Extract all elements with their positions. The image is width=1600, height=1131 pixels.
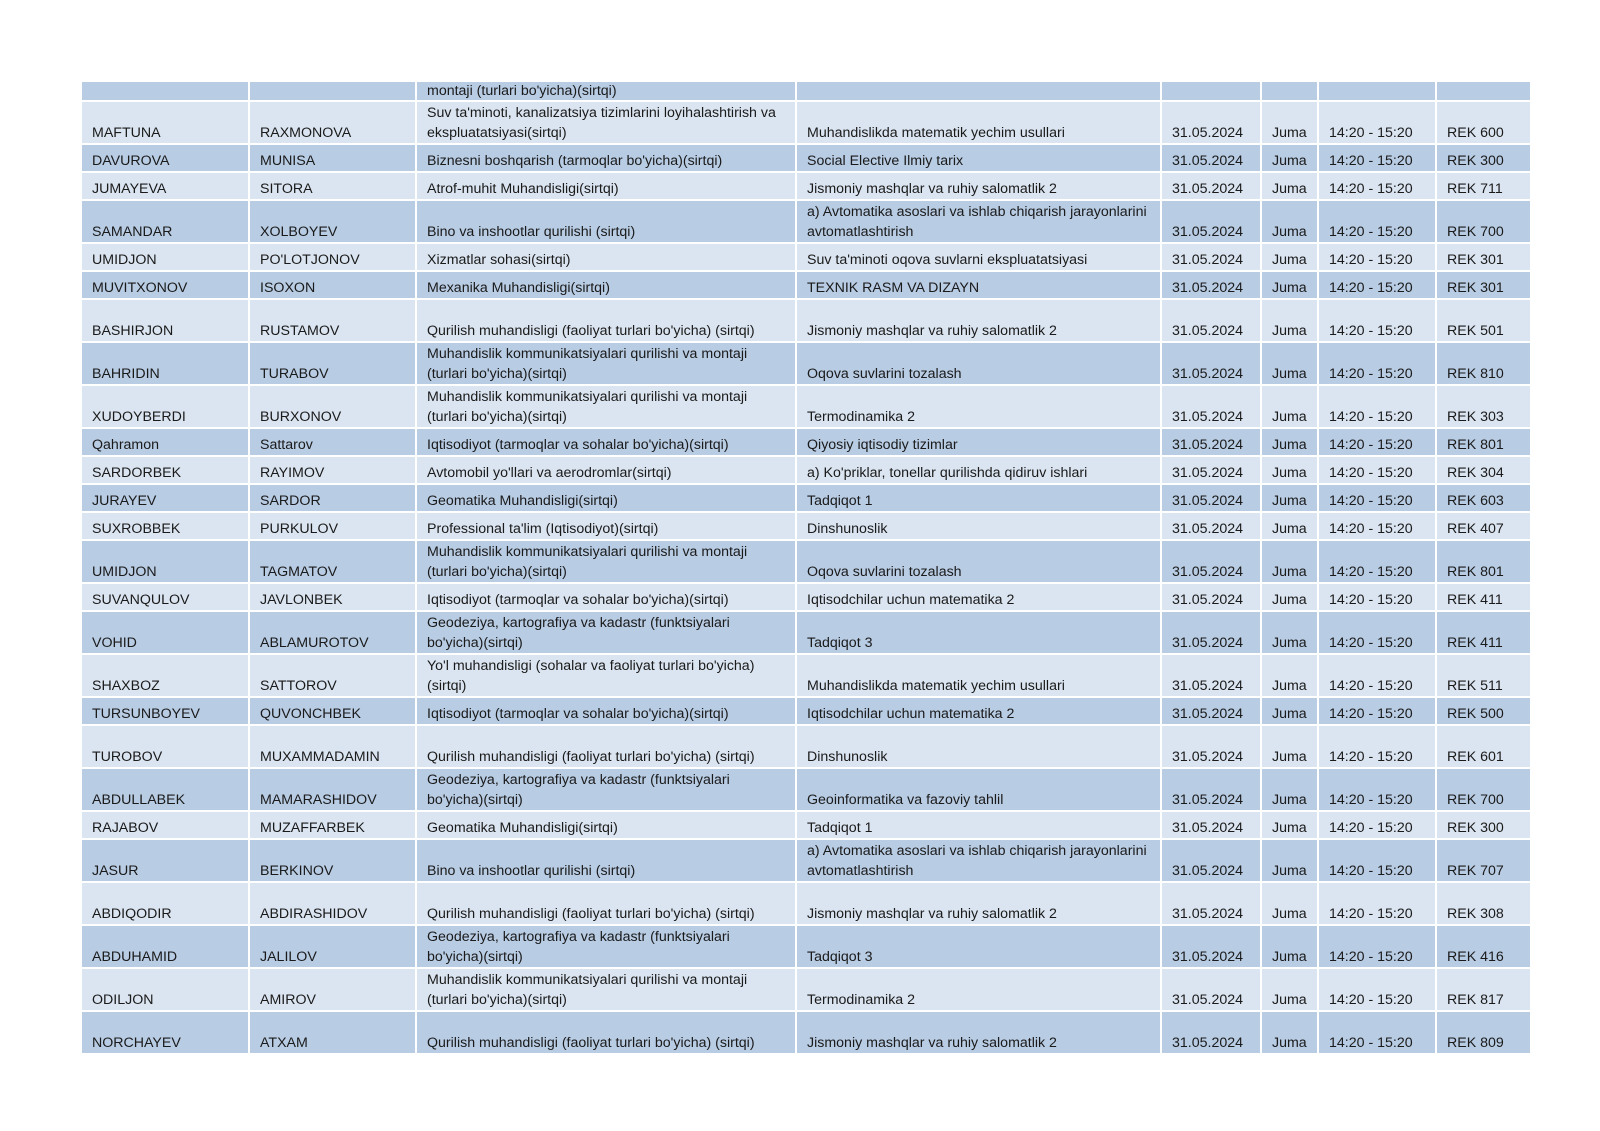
cell-room: REK 600 — [1436, 101, 1530, 144]
cell-last-name: PURKULOV — [249, 512, 416, 540]
cell-subject: Qiyosiy iqtisodiy tizimlar — [796, 428, 1161, 456]
cell-program: Yo'l muhandisligi (sohalar va faoliyat turlari bo'yicha)(sirtqi) — [416, 654, 796, 697]
cell-day: Juma — [1261, 456, 1318, 484]
table-row — [82, 725, 1530, 768]
cell-program: Bino va inshootlar qurilishi (sirtqi) — [416, 839, 796, 882]
cell-room: REK 810 — [1436, 342, 1530, 385]
cell-time: 14:20 - 15:20 — [1318, 768, 1436, 811]
cell-first-name: SUXROBBEK — [82, 512, 249, 540]
cell-date: 31.05.2024 — [1161, 968, 1261, 1011]
cell-program: Qurilish muhandisligi (faoliyat turlari bo'yicha) (sirtqi) — [416, 882, 796, 925]
cell-day: Juma — [1261, 484, 1318, 512]
cell-room: REK 700 — [1436, 200, 1530, 243]
cell-subject: Muhandislikda matematik yechim usullari — [796, 654, 1161, 697]
cell-program: Qurilish muhandisligi (faoliyat turlari bo'yicha) (sirtqi) — [416, 299, 796, 342]
cell-program: Mexanika Muhandisligi(sirtqi) — [416, 271, 796, 299]
table-row — [82, 144, 1530, 172]
exam-schedule-table — [82, 82, 1530, 1055]
cell-room: REK 700 — [1436, 768, 1530, 811]
cell-room: REK 511 — [1436, 654, 1530, 697]
cell-date: 31.05.2024 — [1161, 768, 1261, 811]
cell-time: 14:20 - 15:20 — [1318, 583, 1436, 611]
cell-last-name: TURABOV — [249, 342, 416, 385]
table-row — [82, 839, 1530, 882]
cell-room: REK 300 — [1436, 144, 1530, 172]
cell-program: Iqtisodiyot (tarmoqlar va sohalar bo'yicha)(sirtqi) — [416, 583, 796, 611]
cell-time: 14:20 - 15:20 — [1318, 385, 1436, 428]
cell-room: REK 801 — [1436, 540, 1530, 583]
cell-day: Juma — [1261, 583, 1318, 611]
cell-date: 31.05.2024 — [1161, 144, 1261, 172]
cell-last-name: BERKINOV — [249, 839, 416, 882]
cell-date: 31.05.2024 — [1161, 299, 1261, 342]
cell-date: 31.05.2024 — [1161, 243, 1261, 271]
cell-subject: a) Avtomatika asoslari va ishlab chiqarish jarayonlarini avtomatlashtirish — [796, 200, 1161, 243]
cell-subject: Tadqiqot 1 — [796, 484, 1161, 512]
cell-subject — [796, 82, 1161, 101]
cell-day: Juma — [1261, 385, 1318, 428]
cell-day: Juma — [1261, 540, 1318, 583]
cell-time: 14:20 - 15:20 — [1318, 243, 1436, 271]
cell-time: 14:20 - 15:20 — [1318, 512, 1436, 540]
cell-last-name: MUZAFFARBEK — [249, 811, 416, 839]
cell-subject: a) Avtomatika asoslari va ishlab chiqarish jarayonlarini avtomatlashtirish — [796, 839, 1161, 882]
cell-day: Juma — [1261, 243, 1318, 271]
cell-date: 31.05.2024 — [1161, 583, 1261, 611]
cell-program: Iqtisodiyot (tarmoqlar va sohalar bo'yicha)(sirtqi) — [416, 697, 796, 725]
cell-date: 31.05.2024 — [1161, 512, 1261, 540]
cell-subject: Jismoniy mashqlar va ruhiy salomatlik 2 — [796, 882, 1161, 925]
table-row — [82, 925, 1530, 968]
cell-program: Iqtisodiyot (tarmoqlar va sohalar bo'yicha)(sirtqi) — [416, 428, 796, 456]
table-row — [82, 271, 1530, 299]
cell-program: Atrof-muhit Muhandisligi(sirtqi) — [416, 172, 796, 200]
cell-day: Juma — [1261, 342, 1318, 385]
cell-day: Juma — [1261, 697, 1318, 725]
cell-program: Geodeziya, kartografiya va kadastr (funktsiyalari bo'yicha)(sirtqi) — [416, 925, 796, 968]
cell-time: 14:20 - 15:20 — [1318, 484, 1436, 512]
cell-date: 31.05.2024 — [1161, 101, 1261, 144]
cell-time: 14:20 - 15:20 — [1318, 456, 1436, 484]
table-row — [82, 697, 1530, 725]
cell-subject: Iqtisodchilar uchun matematika 2 — [796, 583, 1161, 611]
cell-room: REK 407 — [1436, 512, 1530, 540]
cell-first-name: UMIDJON — [82, 540, 249, 583]
cell-subject: Social Elective Ilmiy tarix — [796, 144, 1161, 172]
cell-room: REK 411 — [1436, 611, 1530, 654]
cell-time: 14:20 - 15:20 — [1318, 271, 1436, 299]
cell-room: REK 300 — [1436, 811, 1530, 839]
cell-room — [1436, 82, 1530, 101]
cell-last-name: MUXAMMADAMIN — [249, 725, 416, 768]
cell-program: Muhandislik kommunikatsiyalari qurilishi va montaji (turlari bo'yicha)(sirtqi) — [416, 385, 796, 428]
cell-program: Bino va inshootlar qurilishi (sirtqi) — [416, 200, 796, 243]
cell-day: Juma — [1261, 768, 1318, 811]
cell-first-name: JURAYEV — [82, 484, 249, 512]
cell-program: Muhandislik kommunikatsiyalari qurilishi va montaji (turlari bo'yicha)(sirtqi) — [416, 968, 796, 1011]
cell-first-name: ABDUHAMID — [82, 925, 249, 968]
cell-day: Juma — [1261, 144, 1318, 172]
cell-room: REK 801 — [1436, 428, 1530, 456]
cell-date: 31.05.2024 — [1161, 540, 1261, 583]
cell-date: 31.05.2024 — [1161, 271, 1261, 299]
cell-first-name: VOHID — [82, 611, 249, 654]
cell-subject: Oqova suvlarini tozalash — [796, 342, 1161, 385]
cell-date: 31.05.2024 — [1161, 925, 1261, 968]
cell-date: 31.05.2024 — [1161, 697, 1261, 725]
cell-time: 14:20 - 15:20 — [1318, 839, 1436, 882]
cell-time: 14:20 - 15:20 — [1318, 611, 1436, 654]
cell-first-name: BASHIRJON — [82, 299, 249, 342]
cell-first-name: ODILJON — [82, 968, 249, 1011]
cell-program: Suv ta'minoti, kanalizatsiya tizimlarini loyihalashtirish va ekspluatatsiyasi(sirtqi) — [416, 101, 796, 144]
cell-last-name: PO'LOTJONOV — [249, 243, 416, 271]
cell-room: REK 817 — [1436, 968, 1530, 1011]
cell-date: 31.05.2024 — [1161, 882, 1261, 925]
cell-time: 14:20 - 15:20 — [1318, 654, 1436, 697]
cell-date: 31.05.2024 — [1161, 839, 1261, 882]
cell-subject: Jismoniy mashqlar va ruhiy salomatlik 2 — [796, 172, 1161, 200]
cell-day: Juma — [1261, 611, 1318, 654]
table-row — [82, 611, 1530, 654]
cell-subject: Dinshunoslik — [796, 512, 1161, 540]
cell-last-name: XOLBOYEV — [249, 200, 416, 243]
cell-room: REK 301 — [1436, 243, 1530, 271]
cell-last-name: RAXMONOVA — [249, 101, 416, 144]
cell-subject: Termodinamika 2 — [796, 968, 1161, 1011]
cell-day: Juma — [1261, 428, 1318, 456]
cell-date: 31.05.2024 — [1161, 811, 1261, 839]
cell-room: REK 411 — [1436, 583, 1530, 611]
cell-program: montaji (turlari bo'yicha)(sirtqi) — [416, 82, 796, 101]
cell-room: REK 501 — [1436, 299, 1530, 342]
cell-day: Juma — [1261, 725, 1318, 768]
cell-subject: Jismoniy mashqlar va ruhiy salomatlik 2 — [796, 299, 1161, 342]
cell-last-name: ABLAMUROTOV — [249, 611, 416, 654]
cell-subject: Oqova suvlarini tozalash — [796, 540, 1161, 583]
cell-day: Juma — [1261, 299, 1318, 342]
cell-last-name: JAVLONBEK — [249, 583, 416, 611]
cell-first-name: XUDOYBERDI — [82, 385, 249, 428]
cell-last-name: ATXAM — [249, 1011, 416, 1054]
cell-room: REK 603 — [1436, 484, 1530, 512]
table-row — [82, 172, 1530, 200]
cell-last-name: RAYIMOV — [249, 456, 416, 484]
cell-program: Qurilish muhandisligi (faoliyat turlari bo'yicha) (sirtqi) — [416, 1011, 796, 1054]
cell-subject: Tadqiqot 3 — [796, 925, 1161, 968]
cell-day: Juma — [1261, 512, 1318, 540]
cell-program: Geodeziya, kartografiya va kadastr (funktsiyalari bo'yicha)(sirtqi) — [416, 611, 796, 654]
cell-time: 14:20 - 15:20 — [1318, 200, 1436, 243]
cell-subject: Tadqiqot 1 — [796, 811, 1161, 839]
cell-last-name: RUSTAMOV — [249, 299, 416, 342]
cell-last-name: SATTOROV — [249, 654, 416, 697]
cell-program: Muhandislik kommunikatsiyalari qurilishi va montaji (turlari bo'yicha)(sirtqi) — [416, 342, 796, 385]
table-row — [82, 342, 1530, 385]
cell-first-name: MAFTUNA — [82, 101, 249, 144]
cell-program: Geomatika Muhandisligi(sirtqi) — [416, 811, 796, 839]
cell-room: REK 707 — [1436, 839, 1530, 882]
table-row — [82, 654, 1530, 697]
schedule-page — [82, 82, 1530, 1055]
cell-first-name: SARDORBEK — [82, 456, 249, 484]
cell-last-name: TAGMATOV — [249, 540, 416, 583]
cell-day: Juma — [1261, 654, 1318, 697]
table-row — [82, 484, 1530, 512]
cell-day — [1261, 82, 1318, 101]
cell-program: Professional ta'lim (Iqtisodiyot)(sirtqi) — [416, 512, 796, 540]
cell-room: REK 500 — [1436, 697, 1530, 725]
cell-subject: Termodinamika 2 — [796, 385, 1161, 428]
cell-room: REK 308 — [1436, 882, 1530, 925]
cell-program: Muhandislik kommunikatsiyalari qurilishi va montaji (turlari bo'yicha)(sirtqi) — [416, 540, 796, 583]
cell-date: 31.05.2024 — [1161, 484, 1261, 512]
cell-time: 14:20 - 15:20 — [1318, 968, 1436, 1011]
cell-first-name: RAJABOV — [82, 811, 249, 839]
table-row — [82, 1011, 1530, 1054]
cell-last-name: SARDOR — [249, 484, 416, 512]
cell-time: 14:20 - 15:20 — [1318, 342, 1436, 385]
cell-time — [1318, 82, 1436, 101]
cell-date: 31.05.2024 — [1161, 428, 1261, 456]
cell-subject: TEXNIK RASM VA DIZAYN — [796, 271, 1161, 299]
cell-date: 31.05.2024 — [1161, 342, 1261, 385]
cell-first-name: SAMANDAR — [82, 200, 249, 243]
cell-day: Juma — [1261, 200, 1318, 243]
table-row — [82, 512, 1530, 540]
cell-day: Juma — [1261, 811, 1318, 839]
cell-program: Avtomobil yo'llari va aerodromlar(sirtqi) — [416, 456, 796, 484]
cell-day: Juma — [1261, 271, 1318, 299]
cell-program: Geomatika Muhandisligi(sirtqi) — [416, 484, 796, 512]
cell-program: Biznesni boshqarish (tarmoqlar bo'yicha)(sirtqi) — [416, 144, 796, 172]
cell-date: 31.05.2024 — [1161, 385, 1261, 428]
table-row — [82, 299, 1530, 342]
cell-first-name: SUVANQULOV — [82, 583, 249, 611]
cell-room: REK 304 — [1436, 456, 1530, 484]
table-row — [82, 243, 1530, 271]
cell-time: 14:20 - 15:20 — [1318, 811, 1436, 839]
cell-first-name: ABDIQODIR — [82, 882, 249, 925]
cell-time: 14:20 - 15:20 — [1318, 925, 1436, 968]
cell-room: REK 416 — [1436, 925, 1530, 968]
cell-time: 14:20 - 15:20 — [1318, 1011, 1436, 1054]
cell-day: Juma — [1261, 1011, 1318, 1054]
cell-last-name: ABDIRASHIDOV — [249, 882, 416, 925]
cell-time: 14:20 - 15:20 — [1318, 172, 1436, 200]
table-row — [82, 456, 1530, 484]
cell-day: Juma — [1261, 839, 1318, 882]
cell-first-name: UMIDJON — [82, 243, 249, 271]
cell-first-name: ABDULLABEK — [82, 768, 249, 811]
cell-first-name: JUMAYEVA — [82, 172, 249, 200]
cell-first-name: TUROBOV — [82, 725, 249, 768]
cell-last-name: MUNISA — [249, 144, 416, 172]
table-row — [82, 385, 1530, 428]
cell-time: 14:20 - 15:20 — [1318, 144, 1436, 172]
table-row — [82, 768, 1530, 811]
cell-time: 14:20 - 15:20 — [1318, 725, 1436, 768]
table-row — [82, 968, 1530, 1011]
cell-last-name: Sattarov — [249, 428, 416, 456]
cell-subject: Iqtisodchilar uchun matematika 2 — [796, 697, 1161, 725]
cell-first-name: Qahramon — [82, 428, 249, 456]
cell-subject: Jismoniy mashqlar va ruhiy salomatlik 2 — [796, 1011, 1161, 1054]
cell-time: 14:20 - 15:20 — [1318, 882, 1436, 925]
cell-first-name: DAVUROVA — [82, 144, 249, 172]
cell-day: Juma — [1261, 925, 1318, 968]
cell-date: 31.05.2024 — [1161, 725, 1261, 768]
cell-day: Juma — [1261, 172, 1318, 200]
cell-room: REK 601 — [1436, 725, 1530, 768]
cell-time: 14:20 - 15:20 — [1318, 697, 1436, 725]
table-row — [82, 583, 1530, 611]
cell-subject: Dinshunoslik — [796, 725, 1161, 768]
cell-last-name: ISOXON — [249, 271, 416, 299]
cell-date: 31.05.2024 — [1161, 654, 1261, 697]
cell-last-name: SITORA — [249, 172, 416, 200]
cell-time: 14:20 - 15:20 — [1318, 540, 1436, 583]
cell-room: REK 809 — [1436, 1011, 1530, 1054]
cell-day: Juma — [1261, 968, 1318, 1011]
cell-first-name: MUVITXONOV — [82, 271, 249, 299]
cell-subject: Suv ta'minoti oqova suvlarni ekspluatatsiyasi — [796, 243, 1161, 271]
cell-time: 14:20 - 15:20 — [1318, 428, 1436, 456]
cell-first-name: JASUR — [82, 839, 249, 882]
cell-subject: Tadqiqot 3 — [796, 611, 1161, 654]
cell-date: 31.05.2024 — [1161, 611, 1261, 654]
cell-day: Juma — [1261, 882, 1318, 925]
cell-program: Qurilish muhandisligi (faoliyat turlari bo'yicha) (sirtqi) — [416, 725, 796, 768]
cell-last-name: QUVONCHBEK — [249, 697, 416, 725]
cell-date: 31.05.2024 — [1161, 200, 1261, 243]
cell-last-name: JALILOV — [249, 925, 416, 968]
cell-first-name: NORCHAYEV — [82, 1011, 249, 1054]
table-row — [82, 200, 1530, 243]
table-row — [82, 540, 1530, 583]
cell-day: Juma — [1261, 101, 1318, 144]
table-body — [82, 82, 1530, 1054]
cell-last-name: MAMARASHIDOV — [249, 768, 416, 811]
cell-date: 31.05.2024 — [1161, 1011, 1261, 1054]
cell-first-name: BAHRIDIN — [82, 342, 249, 385]
cell-room: REK 303 — [1436, 385, 1530, 428]
table-row-continued — [82, 82, 1530, 101]
cell-room: REK 301 — [1436, 271, 1530, 299]
table-row — [82, 882, 1530, 925]
cell-subject: Muhandislikda matematik yechim usullari — [796, 101, 1161, 144]
cell-first-name — [82, 82, 249, 101]
cell-program: Geodeziya, kartografiya va kadastr (funktsiyalari bo'yicha)(sirtqi) — [416, 768, 796, 811]
cell-program: Xizmatlar sohasi(sirtqi) — [416, 243, 796, 271]
cell-last-name — [249, 82, 416, 101]
cell-date: 31.05.2024 — [1161, 172, 1261, 200]
table-row — [82, 101, 1530, 144]
cell-date — [1161, 82, 1261, 101]
cell-time: 14:20 - 15:20 — [1318, 299, 1436, 342]
cell-date: 31.05.2024 — [1161, 456, 1261, 484]
cell-last-name: AMIROV — [249, 968, 416, 1011]
cell-first-name: TURSUNBOYEV — [82, 697, 249, 725]
table-row — [82, 811, 1530, 839]
cell-subject: Geoinformatika va fazoviy tahlil — [796, 768, 1161, 811]
table-row — [82, 428, 1530, 456]
cell-first-name: SHAXBOZ — [82, 654, 249, 697]
cell-last-name: BURXONOV — [249, 385, 416, 428]
cell-room: REK 711 — [1436, 172, 1530, 200]
cell-time: 14:20 - 15:20 — [1318, 101, 1436, 144]
cell-subject: a) Ko'priklar, tonellar qurilishda qidiruv ishlari — [796, 456, 1161, 484]
